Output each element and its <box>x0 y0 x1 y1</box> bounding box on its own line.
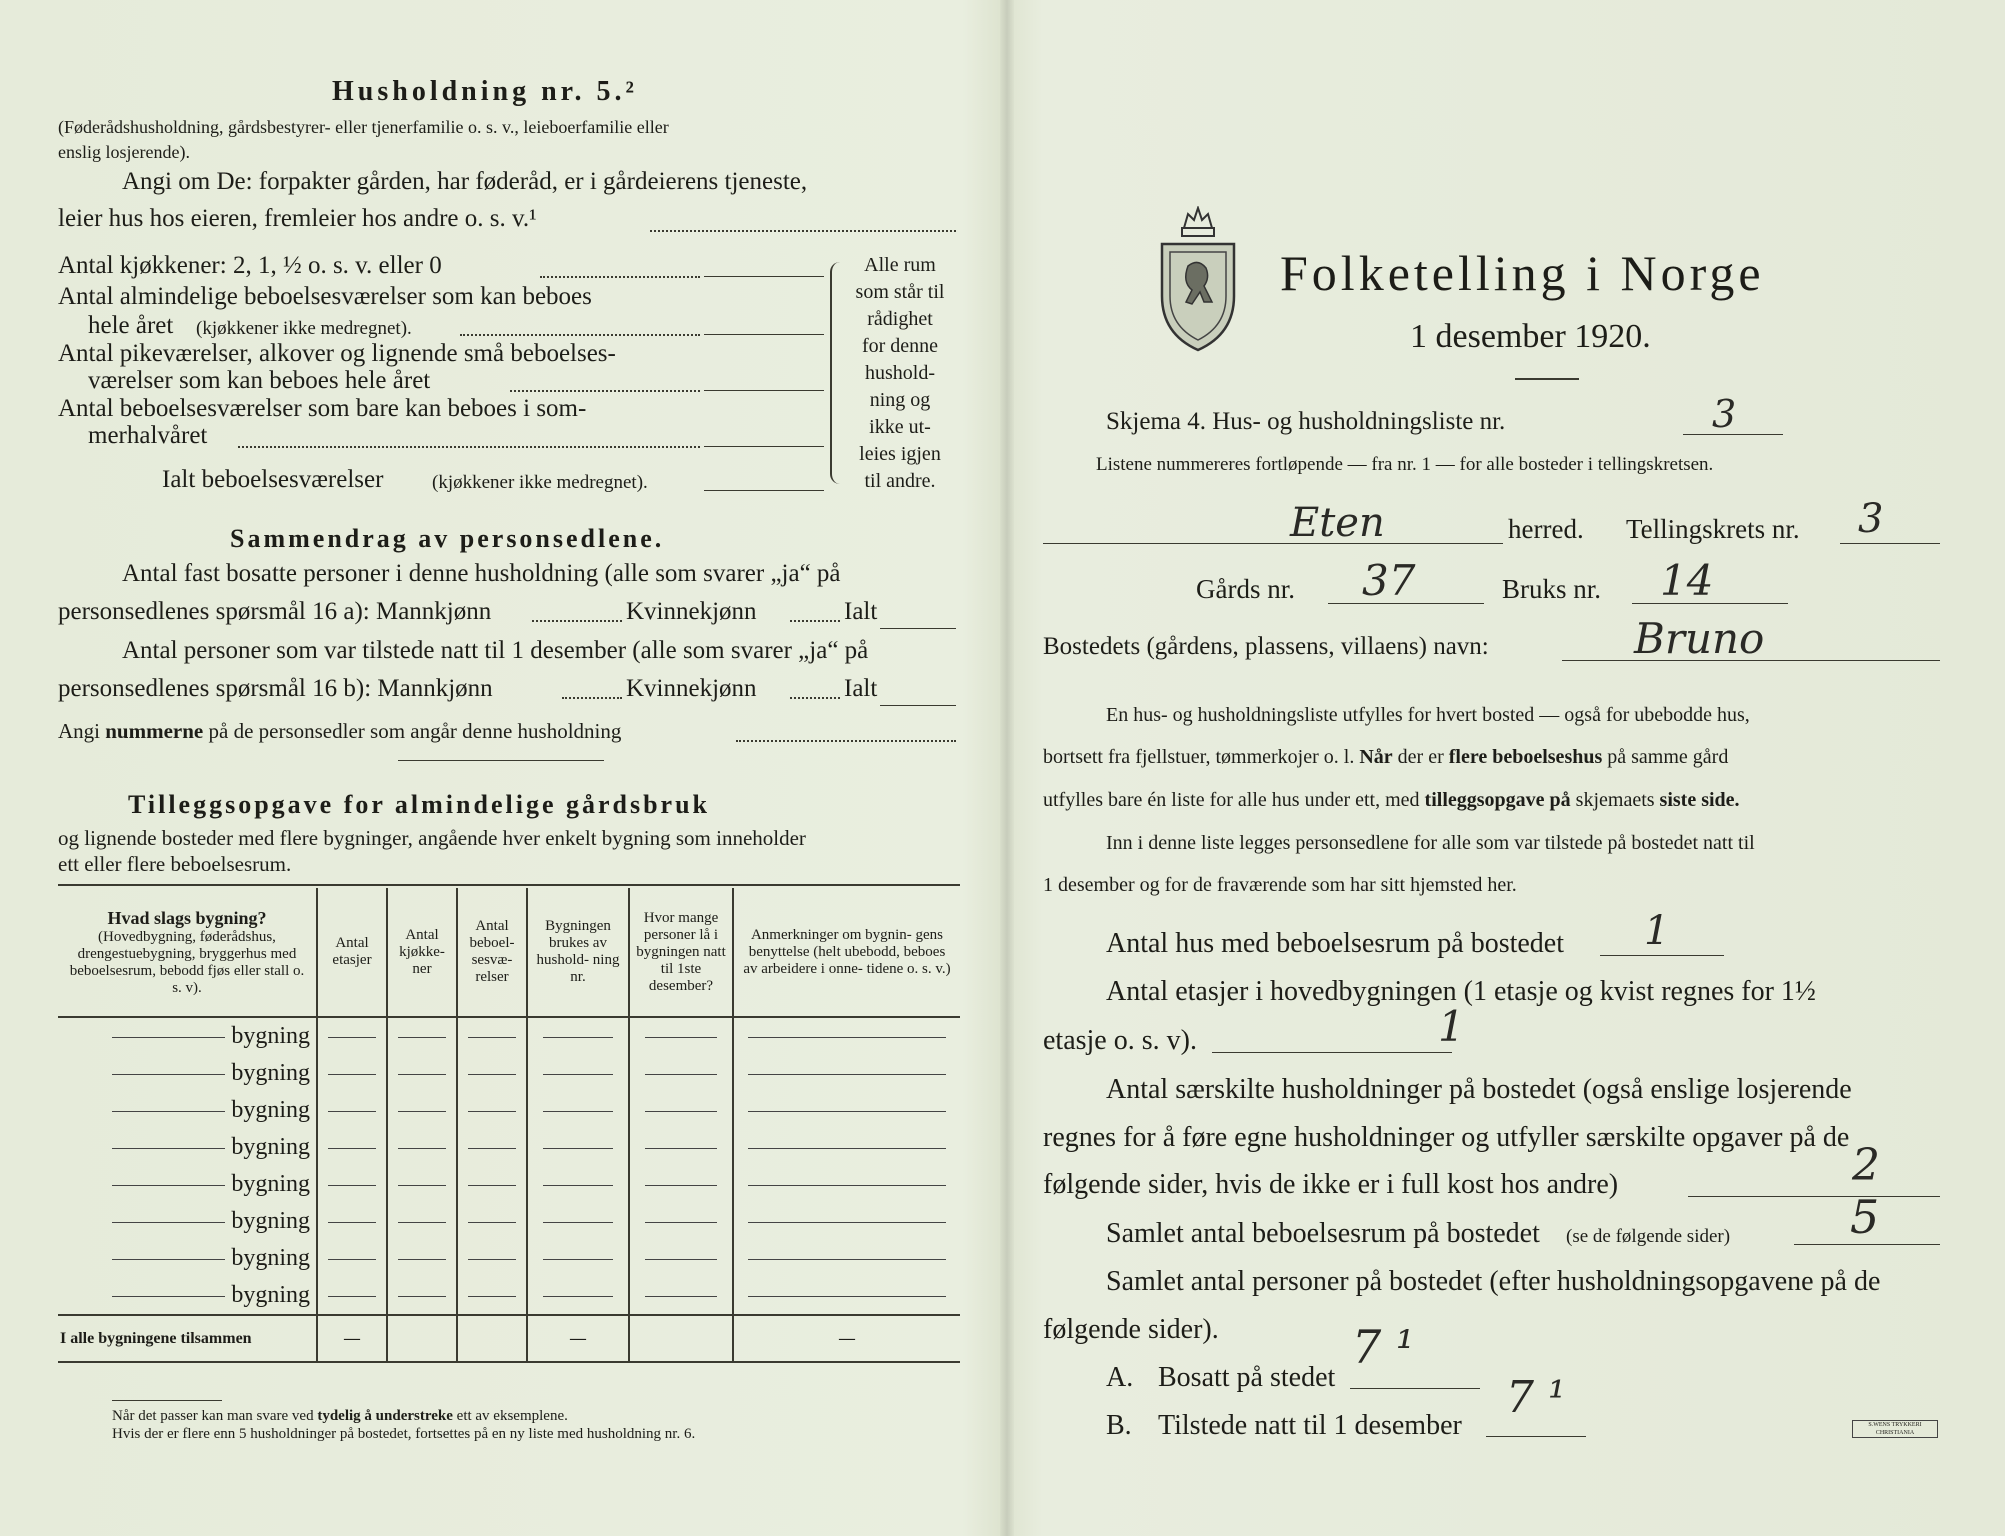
row-label <box>58 1277 317 1315</box>
qa-letter: A. <box>1106 1362 1134 1393</box>
para1-b-bold1: Når <box>1359 746 1393 768</box>
tillegg-line-1: og lignende bosteder med flere bygninger, angående hver enkelt bygning som inneholder <box>58 826 806 850</box>
col-husholdning-label: Bygningen brukes av hushold- ning nr. <box>536 918 620 985</box>
row-label <box>58 1203 317 1240</box>
col-kjokkener-label: Antal kjøkke- ner <box>399 926 445 977</box>
row-label <box>58 1166 317 1203</box>
sum-varelser <box>457 1315 527 1362</box>
angi-line-1: Angi om De: forpakter gården, har føderåd, er i gårdeierens tjeneste, <box>122 168 808 195</box>
summary-mann-1 <box>532 620 622 622</box>
form-title: Folketelling i Norge <box>1280 245 1765 301</box>
sum-husholdning: — <box>527 1315 629 1362</box>
gards-label: Gårds nr. <box>1196 574 1295 604</box>
row-label-text: bygning <box>231 1023 310 1049</box>
footnote-2: Hvis der er flere enn 5 husholdninger på bostedet, fortsettes på en ny liste med husholdning nr. 6. <box>112 1426 696 1442</box>
summary-ialt-1-line <box>880 628 956 629</box>
qa-field <box>1350 1388 1480 1389</box>
row-label-text: bygning <box>231 1134 310 1160</box>
table-row <box>58 1092 960 1129</box>
printer-stamp: S.WENS TRYKKERI CHRISTIANIA <box>1852 1420 1938 1438</box>
herred-value[interactable]: Eten <box>1290 500 1385 546</box>
summary-line-1a: Antal fast bosatte personer i denne husholdning (alle som svarer „ja“ på <box>122 560 841 587</box>
col-anmerkninger <box>733 888 960 1017</box>
q4-field <box>1794 1244 1940 1245</box>
rooms-kjokkener-line <box>704 276 824 277</box>
q2-label-b: etasje o. s. v). <box>1043 1025 1197 1056</box>
building-table-header <box>58 888 960 1017</box>
col-building-type-title: Hvad slags bygning? <box>107 908 267 928</box>
side-note-line: ikke ut- <box>869 416 931 438</box>
row-label <box>58 1055 317 1092</box>
summary-line-1b: personsedlenes spørsmål 16 a): Mannkjønn <box>58 598 492 625</box>
table-row <box>58 1203 960 1240</box>
qb-letter: B. <box>1106 1410 1132 1441</box>
para2-line-a: Inn i denne liste legges personsedlene for alle som var tilstede på bostedet natt til <box>1106 832 1755 854</box>
footnote-1-bold: tydelig å understreke <box>317 1408 453 1424</box>
angi-fill-line <box>650 230 956 232</box>
col-personer <box>629 888 733 1017</box>
q3-value[interactable]: 2 <box>1852 1140 1880 1191</box>
row-label <box>58 1129 317 1166</box>
side-note-line: hushold- <box>865 362 935 384</box>
q5-label-a: Samlet antal personer på bostedet (efter husholdningsopgavene på de <box>1106 1266 1881 1297</box>
rooms-sommer: Antal beboelsesværelser som bare kan beboes i som- <box>58 395 587 422</box>
summary-kvinne-1-dots <box>790 620 840 622</box>
table-row <box>58 1129 960 1166</box>
rooms-kjokkener: Antal kjøkkener: 2, 1, ½ o. s. v. eller 0 <box>58 252 442 279</box>
rooms-sommer-line <box>704 446 824 447</box>
footnote-1 <box>112 1408 568 1425</box>
q1-field <box>1600 955 1724 956</box>
angi-nummerne-bold: nummerne <box>105 719 204 743</box>
para1-line-b <box>1043 746 1728 769</box>
section-divider-left <box>398 760 604 761</box>
row-label-text: bygning <box>231 1245 310 1271</box>
summary-mann-2 <box>562 697 622 699</box>
rooms-sommer-2: merhalvåret <box>88 422 208 449</box>
coat-of-arms-icon <box>1158 206 1238 352</box>
form-date: 1 desember 1920. <box>1410 318 1651 355</box>
para1-c-bold2: siste side. <box>1659 789 1740 811</box>
rooms-note: (kjøkkener ikke medregnet). <box>196 318 412 339</box>
col-personer-label: Hvor mange personer lå i bygningen natt til 1ste desember? <box>636 909 726 994</box>
row-label <box>58 1092 317 1129</box>
row-label-text: bygning <box>231 1097 310 1123</box>
rooms-pikevarelser-dots <box>510 390 700 392</box>
col-etasjer <box>317 888 387 1017</box>
household-title: Husholdning nr. 5.² <box>332 76 638 107</box>
q1-label: Antal hus med beboelsesrum på bostedet <box>1106 928 1565 959</box>
footnote-rule <box>112 1400 222 1401</box>
bosted-value[interactable]: Bruno <box>1634 614 1765 663</box>
herred-field <box>1043 543 1503 544</box>
angi-line-2: leier hus hos eieren, fremleier hos andre o. s. v.¹ <box>58 205 537 232</box>
qb-value[interactable]: 7 ¹ <box>1506 1372 1566 1423</box>
footnote-1-post: ett av eksemplene. <box>456 1408 568 1424</box>
sum-anmerkninger: — <box>733 1315 960 1362</box>
side-note-line: Alle rum <box>864 254 936 276</box>
angi-nummerne-post: på de personsedler som angår denne husholdning <box>208 719 622 743</box>
para1-b-bold2: flere beboelseshus <box>1448 746 1603 768</box>
q2-label-a: Antal etasjer i hovedbygningen (1 etasje og kvist regnes for 1½ <box>1106 976 1816 1007</box>
side-note-line: leies igjen <box>859 443 941 465</box>
col-building-type <box>58 888 317 1017</box>
listene-note: Listene nummereres fortløpende — fra nr. 1 — for alle bosteder i tellingskretsen. <box>1096 454 1714 475</box>
side-note-line: rådighet <box>867 308 933 330</box>
summary-line-2b: personsedlenes spørsmål 16 b): Mannkjønn <box>58 675 493 702</box>
qa-label: Bosatt på stedet <box>1158 1362 1336 1393</box>
rooms-sommer-dots <box>238 446 700 448</box>
q4-value[interactable]: 5 <box>1850 1190 1880 1244</box>
bruks-label: Bruks nr. <box>1502 574 1602 604</box>
rooms-almindelige: Antal almindelige beboelsesværelser som kan beboes <box>58 283 592 310</box>
summary-line-2a: Antal personer som var tilstede natt til 1 desember (alle som svarer „ja“ på <box>122 637 869 664</box>
summary-kvinne-2: Kvinnekjønn <box>626 675 757 702</box>
ialt-label: Ialt beboelsesværelser <box>162 466 384 493</box>
table-row <box>58 1240 960 1277</box>
bosted-label: Bostedets (gårdens, plassens, villaens) navn: <box>1043 633 1489 660</box>
row-label-text: bygning <box>231 1060 310 1086</box>
row-label <box>58 1240 317 1277</box>
sum-etasjer: — <box>317 1315 387 1362</box>
tellingskrets-field <box>1840 543 1940 544</box>
row-label-text: bygning <box>231 1208 310 1234</box>
table-row <box>58 1277 960 1315</box>
row-label-text: bygning <box>231 1282 310 1308</box>
angi-nummerne-pre: Angi <box>58 719 100 743</box>
tellingskrets-value[interactable]: 3 <box>1858 496 1884 542</box>
angi-nummerne-dots <box>736 740 956 742</box>
col-husholdning <box>527 888 629 1017</box>
summary-ialt-1: Ialt <box>844 598 878 625</box>
tillegg-line-2: ett eller flere beboelsesrum. <box>58 852 292 876</box>
rooms-hele-aret: hele året <box>88 312 174 339</box>
qa-value[interactable]: 7 ¹ <box>1352 1320 1415 1374</box>
household-note-1: (Føderådshusholdning, gårdsbestyrer- eller tjenerfamilie o. s. v., leieboerfamilie eller <box>58 117 669 137</box>
table-row <box>58 1055 960 1092</box>
side-note-line: som står til <box>855 281 945 303</box>
tellingskrets-label: Tellingskrets nr. <box>1626 514 1800 544</box>
summary-ialt-2: Ialt <box>844 675 878 702</box>
col-etasjer-label: Antal etasjer <box>332 935 372 968</box>
rooms-kjokkener-dots <box>540 276 700 278</box>
page-fold <box>1000 0 1014 1536</box>
q4-label: Samlet antal beboelsesrum på bostedet <box>1106 1218 1540 1249</box>
col-beboelsesvarelser-label: Antal beboel- sesvæ- relser <box>469 918 515 985</box>
side-note-line: for denne <box>861 335 939 357</box>
title-divider <box>1515 378 1579 380</box>
para1-b-post: på samme gård <box>1607 746 1729 768</box>
q3-label-c: følgende sider, hvis de ikke er i full kost hos andre) <box>1043 1169 1619 1200</box>
para2-line-b: 1 desember og for de fraværende som har sitt hjemsted her. <box>1043 874 1517 896</box>
herred-label: herred. <box>1508 514 1584 544</box>
bruks-value[interactable]: 14 <box>1660 556 1714 605</box>
sum-label: I alle bygningene tilsammen <box>58 1315 317 1362</box>
para1-b-pre: bortsett fra fjellstuer, tømmerkojer o. l. <box>1043 746 1355 768</box>
table-row <box>58 1017 960 1055</box>
rooms-almindelige-dots <box>460 334 700 336</box>
side-note <box>840 252 960 495</box>
q1-value[interactable]: 1 <box>1644 908 1670 954</box>
table-row <box>58 1166 960 1203</box>
summary-title: Sammendrag av personsedlene. <box>230 524 665 553</box>
q3-label-a: Antal særskilte husholdninger på bostedet (også enslige losjerende <box>1106 1074 1852 1105</box>
q3-field <box>1688 1196 1940 1197</box>
para1-c-pre: utfylles bare én liste for alle hus under ett, med <box>1043 789 1420 811</box>
col-beboelsesvarelser <box>457 888 527 1017</box>
tillegg-title: Tilleggsopgave for almindelige gårdsbruk <box>128 790 711 819</box>
q3-label-b: regnes for å føre egne husholdninger og utfyller særskilte opgaver på de <box>1043 1122 1850 1153</box>
q2-value[interactable]: 1 <box>1438 1002 1465 1051</box>
para1-c-bold: tilleggsopgave på <box>1424 789 1571 811</box>
footnote-1-pre: Når det passer kan man svare ved <box>112 1408 314 1424</box>
gards-value[interactable]: 37 <box>1362 556 1416 605</box>
col-building-type-sub: (Hovedbygning, føderådshus, drengestuebygning, bryggerhus med beboelsesrum, bebodd fjøs eller stall o. s. v). <box>69 929 305 996</box>
building-table <box>58 888 960 1363</box>
ialt-note: (kjøkkener ikke medregnet). <box>432 472 648 493</box>
q4-note: (se de følgende sider) <box>1566 1226 1731 1247</box>
table-sum-row <box>58 1315 960 1362</box>
side-note-line: til andre. <box>864 470 936 492</box>
rooms-pikevarelser-2: værelser som kan beboes hele året <box>88 367 431 394</box>
para1-line-a: En hus- og husholdningsliste utfylles for hvert bosted — også for ubebodde hus, <box>1106 704 1750 726</box>
q5-label-b: følgende sider). <box>1043 1314 1219 1345</box>
row-label <box>58 1017 317 1055</box>
summary-ialt-2-line <box>880 705 956 706</box>
para1-c-mid: skjemaets <box>1575 789 1655 811</box>
table-top-rule <box>58 884 960 886</box>
summary-kvinne-2-dots <box>790 697 840 699</box>
skjema-value[interactable]: 3 <box>1712 392 1737 436</box>
qb-label: Tilstede natt til 1 desember <box>1158 1410 1462 1441</box>
q2-field <box>1212 1052 1452 1053</box>
summary-kvinne-1: Kvinnekjønn <box>626 598 757 625</box>
skjema-line: Skjema 4. Hus- og husholdningsliste nr. <box>1106 408 1506 435</box>
col-anmerkninger-label: Anmerkninger om bygnin- gens benyttelse (helt ubebodd, beboes av arbeidere i onne- tidene o. s. v.) <box>743 926 951 977</box>
sum-personer <box>629 1315 733 1362</box>
rooms-pikevarelser: Antal pikeværelser, alkover og lignende små beboelses- <box>58 340 616 367</box>
row-label-text: bygning <box>231 1171 310 1197</box>
rooms-pikevarelser-line <box>704 390 824 391</box>
angi-nummerne <box>58 719 621 744</box>
para1-line-c <box>1043 789 1740 812</box>
sum-kjokkener <box>387 1315 457 1362</box>
ialt-line <box>704 490 824 491</box>
col-kjokkener <box>387 888 457 1017</box>
household-note-2: enslig losjerende). <box>58 142 190 162</box>
side-note-line: ning og <box>869 389 931 411</box>
para1-b-mid: der er <box>1397 746 1444 768</box>
rooms-almindelige-line <box>704 334 824 335</box>
qb-field <box>1486 1436 1586 1437</box>
